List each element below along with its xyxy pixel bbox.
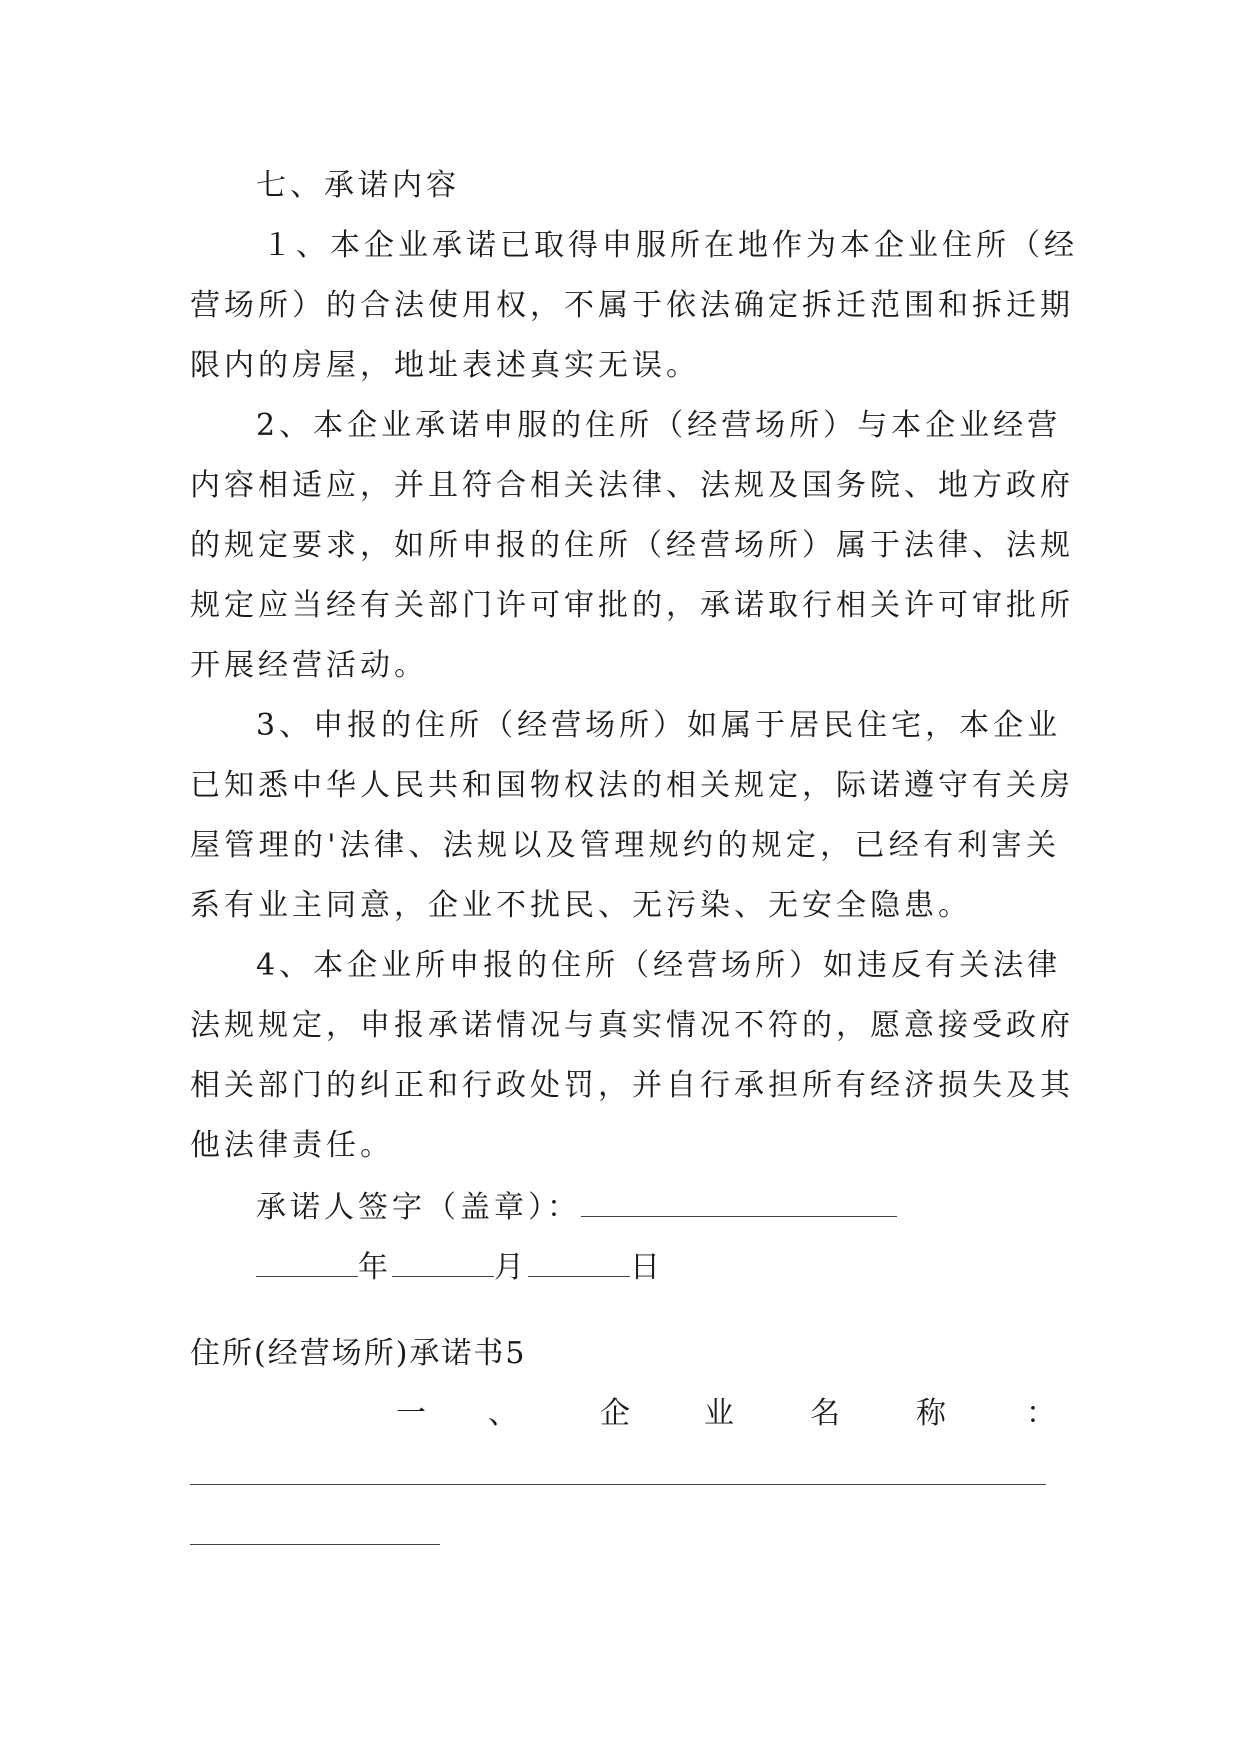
company-label-char-3: 企 — [600, 1396, 630, 1431]
item-3-line-1: 3、申报的住所（经营场所）如属于居民住宅，本企业 — [256, 708, 1062, 743]
month-blank[interactable] — [392, 1246, 494, 1277]
signature-line — [256, 1186, 956, 1228]
item-4-line-4: 他法律责任。 — [190, 1128, 394, 1163]
year-label: 年 — [358, 1250, 392, 1285]
company-label-char-7: ： — [1026, 1396, 1056, 1431]
signature-blank[interactable] — [581, 1186, 897, 1217]
company-name-blank-2[interactable] — [190, 1544, 440, 1545]
year-blank[interactable] — [256, 1246, 358, 1277]
company-label-char-1: 一 — [396, 1396, 426, 1431]
item-3-line-4: 系有业主同意，企业不扰民、无污染、无安全隐患。 — [190, 888, 972, 923]
item-4-line-1: 4、本企业所申报的住所（经营场所）如违反有关法律 — [256, 948, 1062, 983]
company-label-char-2: 、 — [488, 1396, 518, 1431]
company-label-char-4: 业 — [704, 1396, 734, 1431]
date-line — [256, 1246, 756, 1288]
item-4-line-2: 法规规定，申报承诺情况与真实情况不符的，愿意接受政府 — [190, 1008, 1074, 1043]
item-2-line-1: 2、本企业承诺申服的住所（经营场所）与本企业经营 — [256, 408, 1062, 443]
item-2-line-5: 开展经营活动。 — [190, 648, 428, 683]
item-1-line-1: １、本企业承诺已取得申服所在地作为本企业住所（经 — [262, 228, 1078, 263]
item-2-line-4: 规定应当经有关部门许可审批的，承诺取行相关许可审批所 — [190, 588, 1074, 623]
item-2-line-2: 内容相适应，并且符合相关法律、法规及国务院、地方政府 — [190, 468, 1074, 503]
item-2-line-3: 的规定要求，如所申报的住所（经营场所）属于法律、法规 — [190, 528, 1074, 563]
day-label: 日 — [630, 1250, 664, 1285]
company-label-char-6: 称 — [916, 1396, 946, 1431]
section-heading: 七、承诺内容 — [256, 168, 460, 203]
item-3-line-3: 屋管理的'法律、法规以及管理规约的规定，已经有利害关 — [190, 828, 1060, 863]
item-4-line-3: 相关部门的纠正和行政处罚，并自行承担所有经济损失及其 — [190, 1068, 1074, 1103]
day-blank[interactable] — [528, 1246, 630, 1277]
item-3-line-2: 已知悉中华人民共和国物权法的相关规定，际诺遵守有关房 — [190, 768, 1074, 803]
next-document-title: 住所(经营场所)承诺书5 — [190, 1336, 527, 1371]
signature-label: 承诺人签字（盖章）： — [256, 1190, 581, 1225]
company-label-char-5: 名 — [810, 1396, 840, 1431]
company-name-blank-1[interactable] — [190, 1484, 1046, 1485]
item-1-line-3: 限内的房屋，地址表述真实无误。 — [190, 348, 700, 383]
month-label: 月 — [494, 1250, 528, 1285]
item-1-line-2: 营场所）的合法使用权，不属于依法确定拆迁范围和拆迁期 — [190, 288, 1074, 323]
